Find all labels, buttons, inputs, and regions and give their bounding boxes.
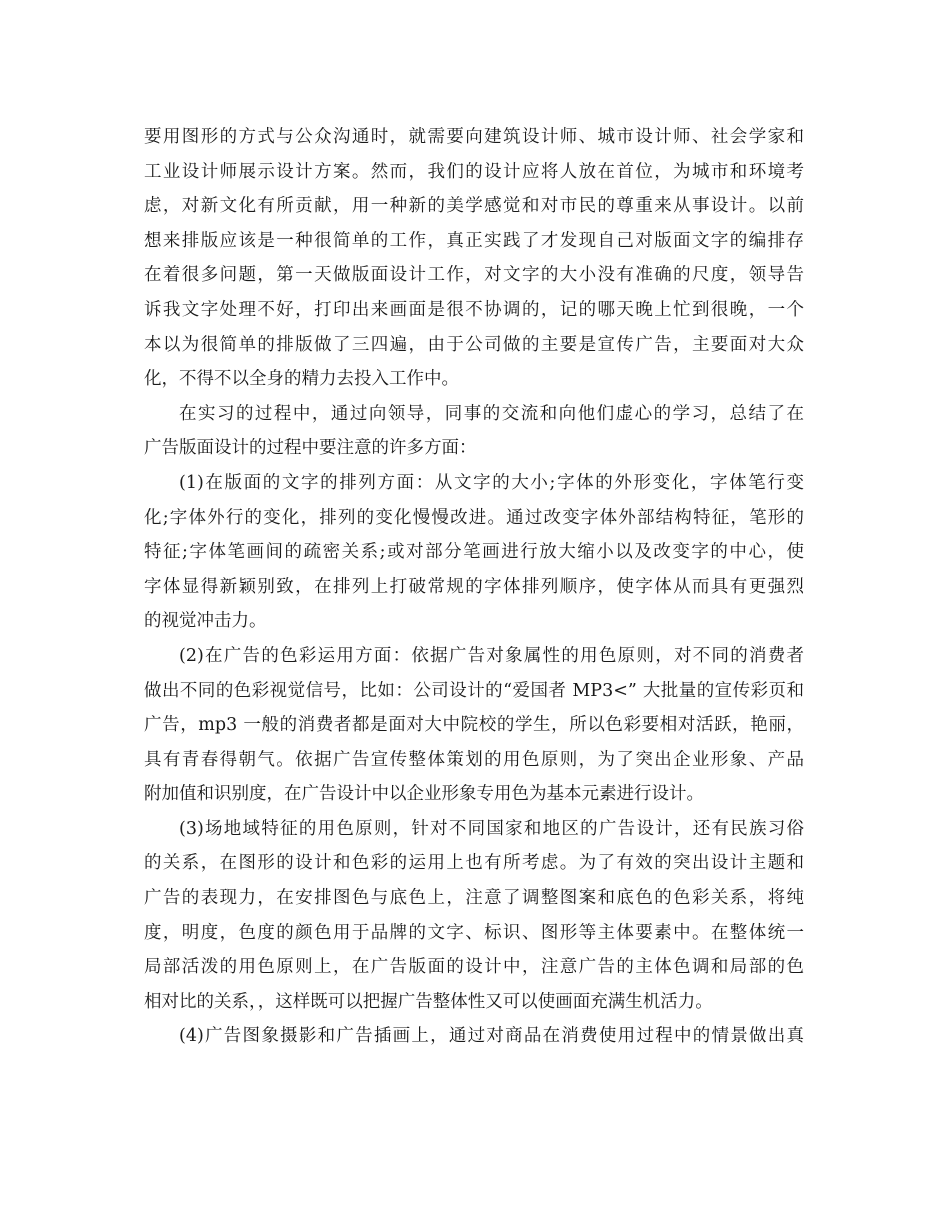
text-line: 特征;字体笔画间的疏密关系;或对部分笔画进行放大缩小以及改变字的中心，使: [144, 542, 804, 563]
text-line: 广告版面设计的过程中要注意的许多方面：: [144, 438, 477, 459]
body-text: [144, 120, 804, 1054]
text-line: 具有青春得朝气。依据广告宣传整体策划的用色原则，为了突出企业形象、产品: [144, 749, 804, 770]
text-line: 想来排版应该是一种很简单的工作，真正实践了才发现自己对版面文字的编排存: [144, 230, 804, 251]
paragraph-first-line: (1)在版面的文字的排列方面：从文字的大小;字体的外形变化，字体笔行变: [179, 472, 804, 493]
text-line: 相对比的关系，，这样既可以把握广告整体性又可以使画面充满生机活力。: [144, 991, 713, 1012]
text-line: 度，明度，色度的颜色用于品牌的文字、标识、图形等主体要素中。在整体统一: [144, 922, 804, 943]
text-line: 广告，mp3 一般的消费者都是面对大中院校的学生，所以色彩要相对活跃，艳丽，: [144, 715, 804, 736]
text-line: 虑，对新文化有所贡献，用一种新的美学感觉和对市民的尊重来从事设计。以前: [144, 196, 804, 217]
text-line: 的关系，在图形的设计和色彩的运用上也有所考虑。为了有效的突出设计主题和: [144, 853, 804, 874]
text-line: 要用图形的方式与公众沟通时，就需要向建筑设计师、城市设计师、社会学家和: [144, 127, 804, 147]
text-line: 局部活泼的用色原则上，在广告版面的设计中，注意广告的主体色调和局部的色: [144, 957, 804, 978]
text-line: 工业设计师展示设计方案。然而，我们的设计应将人放在首位，为城市和环境考: [144, 161, 804, 182]
text-line: 的视觉冲击力。: [144, 611, 267, 632]
paragraph-first-line: (2)在广告的色彩运用方面：依据广告对象属性的用色原则，对不同的消费者: [179, 645, 804, 666]
text-line: 广告的表现力，在安排图色与底色上，注意了调整图案和底色的色彩关系，将纯: [144, 888, 804, 909]
paragraph-first-line: (4)广告图象摄影和广告插画上，通过对商品在消费使用过程中的情景做出真: [179, 1026, 804, 1047]
text-line: 诉我文字处理不好，打印出来画面是很不协调的，记的哪天晚上忙到很晚，一个: [144, 299, 804, 320]
paragraph-first-line: (3)场地域特征的用色原则，针对不同国家和地区的广告设计，还有民族习俗: [179, 818, 804, 839]
text-line: 附加值和识别度，在广告设计中以企业形象专用色为基本元素进行设计。: [144, 784, 704, 805]
text-line: 化;字体外行的变化，排列的变化慢慢改进。通过改变字体外部结构特征，笔形的: [144, 507, 804, 528]
text-line: 本以为很简单的排版做了三四遍，由于公司做的主要是宣传广告，主要面对大众: [144, 334, 804, 355]
text-line: 做出不同的色彩视觉信号，比如：公司设计的“爱国者 MP3<” 大批量的宣传彩页和: [144, 680, 804, 701]
text-line: 字体显得新颖别致，在排列上打破常规的字体排列顺序，使字体从而具有更强烈: [144, 576, 804, 597]
paragraph-first-line: 在实习的过程中，通过向领导，同事的交流和向他们虚心的学习，总结了在: [179, 403, 804, 424]
text-line: 化，不得不以全身的精力去投入工作中。: [144, 369, 459, 390]
text-line: 在着很多问题，第一天做版面设计工作，对文字的大小没有准确的尺度，领导告: [144, 265, 804, 286]
